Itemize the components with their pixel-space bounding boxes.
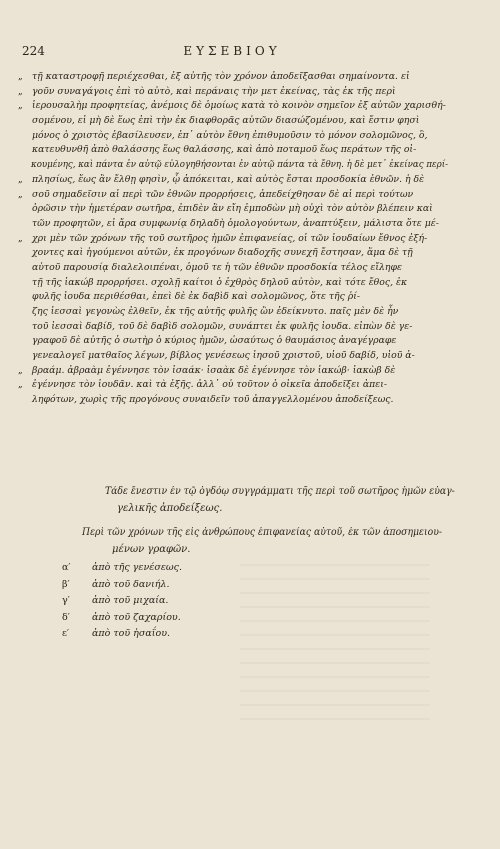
line-text: γραφοῦ δὲ αὐτῆς ὁ σωτὴρ ὁ κύριος ἡμῶν, ὡσαύτως ὁ θαυμάσιος ἀναγέγραφε: [32, 335, 397, 347]
line-text: χοντες καὶ ἡγούμενοι αὐτῶν, ἐκ προγόνων διαδοχῆς συνεχῆ ἔστησαν, ἅμα δὲ τῇ: [32, 247, 413, 259]
text-line: [18, 276, 448, 291]
contents-item: [62, 626, 292, 643]
contents-intro: [82, 524, 442, 558]
quote-mark: „: [18, 101, 23, 112]
line-text: τῇ τῆς ἰακώβ προρρήσει. σχολῇ καίτοι ὁ ἐχθρὸς δηλοῦ αὐτὸν, καὶ τότε ἔθος, ἐκ: [32, 276, 408, 288]
contents-intro-line: Περὶ τῶν χρόνων τῆς εἰς ἀνθρώπους ἐπιφανείας αὐτοῦ, ἐκ τῶν ἀποσημειου-: [82, 527, 442, 538]
page-number: 224: [22, 44, 45, 58]
line-text: κουμένης, καὶ πάντα ἐν αὐτῷ εὐλογηθήσονται ἐν αὐτῷ πάντα τὰ ἔθνη. ἡ δὲ μετ᾽ ἐκείνας περί-: [31, 159, 449, 171]
line-text: κατευθυνθῆ ἀπὸ θαλάσσης ἕως θαλάσσης, καὶ ἀπὸ ποταμοῦ ἕως περάτων τῆς οἰ-: [32, 144, 417, 156]
line-text: γενεαλογεῖ ματθαῖος λέγων, βίβλος γενέσεως ἰησοῦ χριστοῦ, υἱοῦ δαβίδ, υἱοῦ ἀ-: [32, 350, 415, 362]
running-title: ΕΥΣΕΒΙΟΥ: [183, 44, 281, 58]
text-line: [18, 378, 448, 393]
item-text: ἀπὸ τοῦ ζαχαρίου.: [92, 611, 181, 623]
text-line: [18, 364, 448, 379]
contents-item: [62, 593, 292, 610]
page-header: [22, 44, 442, 60]
contents-item: [62, 577, 292, 594]
quote-mark: „: [18, 72, 23, 82]
text-line: [18, 114, 448, 129]
quote-mark: „: [18, 174, 23, 185]
section-heading: [105, 483, 455, 517]
item-numeral: α′: [62, 562, 71, 573]
text-line: [18, 290, 448, 305]
item-text: ἀπὸ τοῦ ἠσαΐου.: [92, 628, 170, 640]
text-line: [18, 202, 448, 217]
item-numeral: δ′: [62, 611, 70, 623]
text-line: [18, 261, 448, 276]
item-text: ἀπὸ τοῦ δανιήλ.: [92, 578, 170, 590]
text-line: [18, 70, 448, 85]
text-line: [18, 158, 449, 173]
quote-mark: „: [18, 189, 23, 200]
quote-mark: „: [18, 365, 23, 376]
text-line: [18, 217, 448, 232]
item-numeral: β′: [62, 578, 70, 590]
line-text: γοῦν συναγάγοις ἐπὶ τὸ αὐτὸ, καὶ περάναις τὴν μετ ἐκείνας, τὰς ἐκ τῆς περὶ: [32, 85, 396, 97]
contents-intro-line: μένων γραφῶν.: [112, 544, 191, 555]
text-line: [18, 393, 448, 408]
item-text: ἀπὸ τῆς γενέσεως.: [92, 562, 183, 573]
text-line: [18, 188, 448, 203]
text-line: [18, 349, 448, 364]
text-line: [18, 246, 448, 261]
text-line: [18, 129, 448, 144]
text-line: [18, 232, 448, 247]
item-text: ἀπὸ τοῦ μιχαία.: [92, 595, 169, 607]
line-text: σομένου, εἰ μὴ δὲ ἕως ἐπὶ τὴν ἐκ διαφθορᾶς αὐτῶν διασώζομένου, καὶ ἔστιν φησὶ: [32, 115, 420, 127]
line-text: τοῦ ἰεσσαὶ δαβίδ, τοῦ δὲ δαβὶδ σολομῶν, συνάπτει ἐκ φυλῆς ἰουδα. εἰπὼν δὲ γε-: [32, 320, 413, 332]
quote-mark: „: [18, 86, 23, 97]
contents-list: [62, 560, 292, 643]
text-line: [18, 334, 448, 349]
quote-mark: „: [18, 380, 23, 391]
line-text: ἐγέννησε τὸν ἰουδᾶν. καὶ τὰ ἑξῆς. ἀλλ᾽ οὐ τοῦτον ὁ οἰκεῖα ἀποδεῖξει ἀπει-: [32, 379, 387, 391]
line-text: ὁρῶσιν τὴν ἡμετέραν σωτῆρα, ἐπιδὲν ἂν εἴη ἐμποδὼν μὴ οὐχὶ τὸν αὐτὸν βλέπειν καὶ: [32, 203, 433, 215]
text-line: [18, 99, 448, 114]
item-numeral: γ′: [62, 595, 70, 607]
body-text: [18, 70, 448, 408]
text-line: [18, 143, 448, 158]
line-text: σοῦ σημαδεῖσιν αἱ περὶ τῶν ἐθνῶν προρρήσεις, ἀπεδείχθησαν δὲ αἱ περὶ τούτων: [32, 188, 414, 200]
contents-item: [62, 560, 292, 577]
line-text: ληφότων, χωρὶς τῆς προγόνους συναιδεῖν τοῦ ἀπαγγελλομένου ἀποδείξεως.: [32, 394, 394, 406]
line-text: ἱερουσαλὴμ προφητείας, ἀνέμοις δὲ ὁμοίως κατὰ τὸ κοινὸν σημεῖον ἐξ αὐτῶν χαρισθή-: [32, 100, 446, 112]
text-line: [18, 85, 448, 100]
line-text: φυλῆς ἰουδα περιθέσθαι, ἐπεὶ δὲ ἐκ δαβὶδ καὶ σολομῶνος, ὅτε τῆς ῥί-: [32, 291, 361, 303]
line-text: ζης ἰεσσαὶ γεγονὼς ἐλθεῖν, ἐκ τῆς αὐτῆς φυλῆς ὢν ἐδείκνυτο. παῖς μὲν δὲ ἦν: [32, 306, 399, 317]
contents-item: [62, 610, 292, 627]
line-text: μόνος ὁ χριστὸς ἐβασίλευσεν, ἐπ᾽ αὐτὸν ἔθνη ἐπιθυμοῦσιν τὸ μόνον σολομῶνος, ὃ,: [32, 129, 428, 141]
quote-mark: „: [18, 233, 23, 244]
heading-line: Τάδε ἔνεστιν ἐν τῷ ὀγδόῳ συγγράμματι τῆς περὶ τοῦ σωτῆρος ἡμῶν εὐαγ-: [105, 486, 455, 497]
text-line: [18, 320, 448, 335]
line-text: βραάμ. ἀβραὰμ ἐγέννησε τὸν ἰσαάκ· ἰσαὰκ δὲ ἐγέννησε τὸν ἰακώβ· ἰακὼβ δὲ: [32, 364, 396, 376]
line-text: πλησίως, ἕως ἂν ἔλθῃ φησὶν, ᾧ ἀπόκειται, καὶ αὐτὸς ἔσται προσδοκία ἐθνῶν. ἡ δὲ: [32, 173, 425, 185]
heading-line: γελικῆς ἀποδείξεως.: [117, 503, 223, 514]
line-text: χρι μὲν τῶν χρόνων τῆς τοῦ σωτῆρος ἡμῶν ἐπιφανείας, οἱ τῶν ἰουδαίων ἔθνος ἐξή-: [32, 232, 428, 244]
text-line: [18, 173, 448, 188]
item-numeral: ε′: [62, 628, 70, 640]
text-line: [18, 305, 448, 320]
line-text: τῶν προφητῶν, εἰ ἄρα συμφωνίᾳ δηλαδὴ ὁμολογούντων, ἀναπτύξειν, μάλιστα ὅτε μέ-: [32, 217, 439, 229]
line-text: τῇ καταστροφῇ περιέχεσθαι, ἐξ αὐτῆς τὸν χρόνον ἀποδεῖξασθαι σημαίνοντα. εἰ: [32, 71, 410, 82]
line-text: αὐτοῦ παρουσίᾳ διαλελοιπέναι, ὁμοῦ τε ἡ τῶν ἐθνῶν προσδοκία τέλος εἴληφε: [32, 261, 403, 273]
